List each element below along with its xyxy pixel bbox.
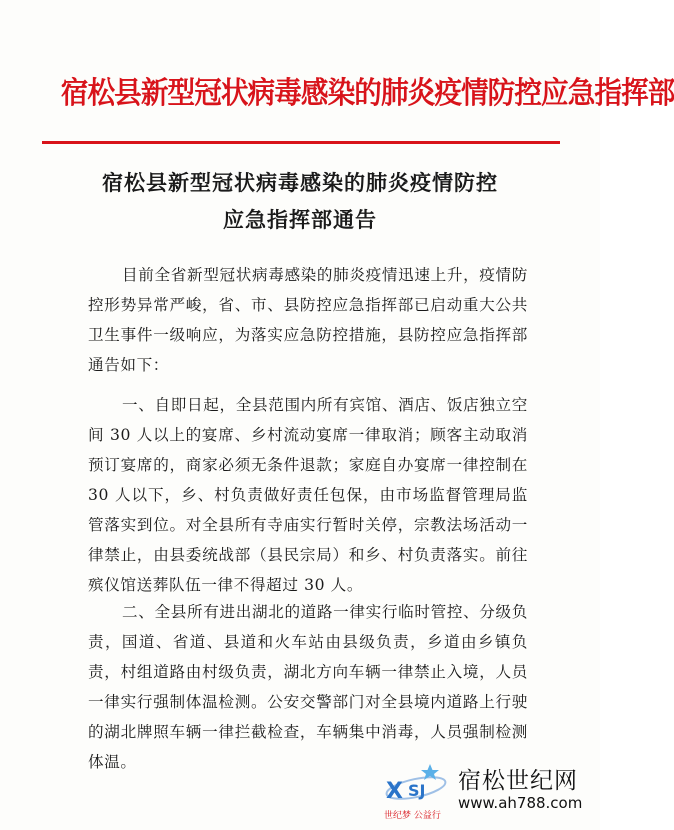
paragraph-intro [88,260,528,380]
svg-text:X: X [386,779,403,804]
watermark-site-name: 宿松世纪网 [458,768,578,794]
paragraph-item-1-text: 一、自即日起，全县范围内所有宾馆、酒店、饭店独立空间 30 人以上的宴席、乡村流动宴席一律取消；顾客主动取消预订宴席的，商家必须无条件退款；家庭自办宴席一律控制在 30 人以下，乡、村负责做好责任包保，由市场监督管理局监管落实到位。对全县所有寺庙实行暂时关停，宗教法场活动一律禁止，由县委统战部（县民宗局）和乡、村负责落实。前往殡仪馆送葬队伍一律不得超过 30 人。 [88,396,528,594]
paragraph-item-2 [88,597,528,777]
watermark [378,758,593,822]
red-header-org-name: 宿松县新型冠状病毒感染的肺炎疫情防控应急指挥部 [60,76,674,111]
watermark-slogan: 世纪梦 公益行 [384,811,441,821]
notice-title-line-1: 宿松县新型冠状病毒感染的肺炎疫情防控 [102,170,498,195]
notice-title-line-2: 应急指挥部通告 [223,207,377,232]
red-divider-rule [42,141,560,144]
watermark-url: www.ah788.com [458,794,583,812]
paragraph-item-1 [88,390,528,600]
svg-text:SJ: SJ [408,781,426,800]
paragraph-item-2-text: 二、全县所有进出湖北的道路一律实行临时管控、分级负责，国道、省道、县道和火车站由县级负责，乡道由乡镇负责，村组道路由村级负责，湖北方向车辆一律禁止入境，人员一律实行强制体温检测。公安交警部门对全县境内道路上行驶的湖北牌照车辆一律拦截检查，车辆集中消毒，人员强制检测体温。 [88,603,528,771]
paragraph-intro-text: 目前全省新型冠状病毒感染的肺炎疫情迅速上升，疫情防控形势异常严峻，省、市、县防控应急指挥部已启动重大公共卫生事件一级响应，为落实应急防控措施，县防控应急指挥部通告如下： [88,266,528,374]
